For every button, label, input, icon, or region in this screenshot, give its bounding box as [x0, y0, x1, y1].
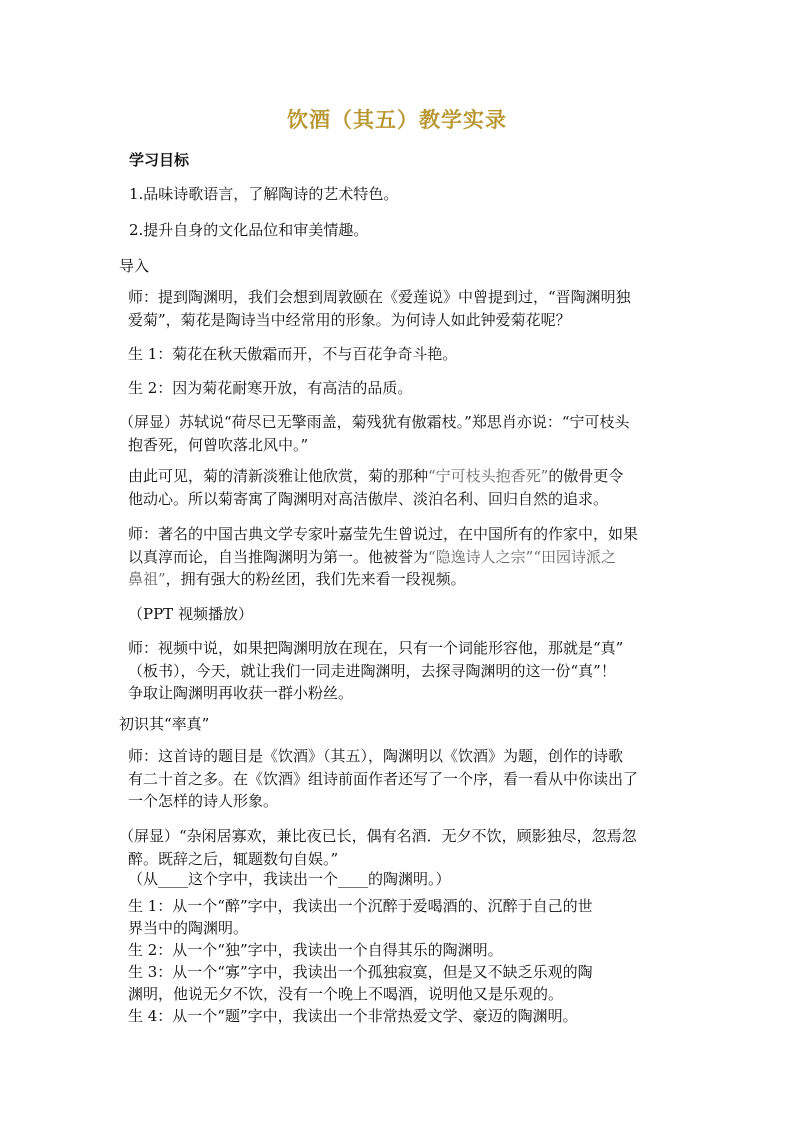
paragraph-line: 师：提到陶渊明，我们会想到周敦颐在《爱莲说》中曾提到过，“晋陶渊明独 [128, 288, 631, 306]
section-heading-first: 初识其“率真” [119, 715, 210, 733]
paragraph-line [128, 547, 616, 568]
highlight-quote: 鼻祖” [128, 570, 166, 588]
paragraph-line: 界当中的陶渊明。 [128, 919, 249, 937]
highlight-quote: “宁可枝头抱香死” [428, 467, 549, 485]
text-span: 的傲骨更令 [548, 467, 624, 485]
paragraph-line: 师：视频中说，如果把陶渊明放在现在，只有一个词能形容他，那就是“真” [128, 639, 624, 657]
paragraph-line: 生 4：从一个“题”字中，我读出一个非常热爱文学、豪迈的陶渊明。 [128, 1007, 578, 1025]
paragraph-line: 生 3：从一个“寡”字中，我读出一个孤独寂寞，但是又不缺乏乐观的陶 [128, 963, 593, 981]
text-span: 由此可见，菊的清新淡雅让他欣赏，菊的那种 [128, 467, 429, 485]
paragraph-line: （PPT 视频播放） [128, 605, 253, 623]
paragraph-line: 师：这首诗的题目是《饮酒》（其五），陶渊明以《饮酒》为题，创作的诗歌 [128, 747, 624, 765]
paragraph-line: 有二十首之多。在《饮酒》组诗前面作者还写了一个序，看一看从中你读出了 [128, 770, 639, 788]
text-span: ，拥有强大的粉丝团，我们先来看一段视频。 [165, 570, 466, 588]
goals-heading: 学习目标 [129, 151, 190, 169]
section-heading-intro: 导入 [119, 257, 150, 275]
paragraph-line: 一个怎样的诗人形象。 [128, 792, 279, 810]
paragraph-line: （屏显）苏轼说“荷尽已无擎雨盖，菊残犹有傲霜枝。”郑思肖亦说：“宁可枝头 [119, 413, 630, 431]
paragraph-line: 他动心。所以菊寄寓了陶渊明对高洁傲岸、淡泊名利、回归自然的追求。 [128, 490, 609, 508]
highlight-quote: “隐逸诗人之宗”“田园诗派之 [428, 548, 617, 566]
paragraph-line: 生 2：因为菊花耐寒开放，有高洁的品质。 [128, 379, 413, 397]
paragraph-line: 生 1：从一个“醉”字中，我读出一个沉醉于爱喝酒的、沉醉于自己的世 [128, 897, 593, 915]
paragraph-line: 争取让陶渊明再收获一群小粉丝。 [128, 684, 354, 702]
document-title: 饮酒（其五）教学实录 [287, 107, 507, 132]
paragraph-line: 抱香死，何曾吹落北风中。” [128, 436, 309, 454]
paragraph-line: 爱菊”，菊花是陶诗当中经常用的形象。为何诗人如此钟爱菊花呢？ [128, 311, 571, 329]
paragraph-line: （屏显）“杂闲居寡欢，兼比夜已长，偶有名酒．无夕不饮，顾影独尽，忽焉忽 [119, 827, 637, 845]
paragraph-line [128, 569, 466, 590]
paragraph-line: 生 2：从一个“独”字中，我读出一个自得其乐的陶渊明。 [128, 941, 503, 959]
paragraph-line: 师：著名的中国古典文学专家叶嘉莹先生曾说过，在中国所有的作家中，如果 [128, 525, 639, 543]
text-span: 以真淳而论，自当推陶渊明为第一。他被誉为 [128, 548, 429, 566]
goal-item: 2.提升自身的文化品位和审美情趣。 [129, 221, 369, 239]
paragraph-line: （从____这个字中，我读出一个____的陶渊明。） [128, 870, 451, 888]
paragraph-line: （板书），今天，就让我们一同走进陶渊明，去探寻陶渊明的这一份“真”！ [128, 662, 616, 680]
paragraph-line: 渊明，他说无夕不饮，没有一个晚上不喝酒，说明他又是乐观的。 [128, 985, 564, 1003]
goal-item: 1.品味诗歌语言，了解陶诗的艺术特色。 [129, 185, 399, 203]
paragraph-line: 生 1：菊花在秋天傲霜而开，不与百花争奇斗艳。 [128, 345, 458, 363]
paragraph-line: 醉。既辞之后，辄题数句自娱。” [128, 850, 339, 868]
paragraph-line [128, 466, 623, 487]
